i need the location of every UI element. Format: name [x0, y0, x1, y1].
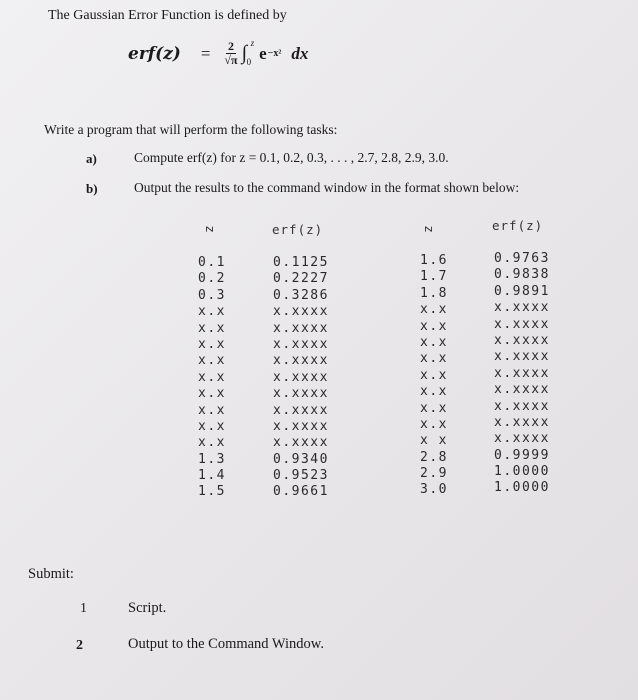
cell-z-left: 0.2	[198, 271, 226, 287]
cell-z-right: 3.0	[420, 482, 448, 498]
cell-z-left: x.x	[198, 320, 226, 336]
formula-equals: =	[200, 43, 211, 63]
cell-erf-left: x.xxxx	[273, 353, 329, 369]
submit-item-1-text: Script.	[128, 600, 167, 616]
integral-symbol: ∫	[241, 42, 248, 64]
task-a-marker: a)	[86, 151, 97, 166]
cell-erf-right: x.xxxx	[494, 431, 550, 447]
cell-erf-right: x.xxxx	[494, 382, 550, 398]
cell-z-right: 1.8	[420, 285, 448, 301]
cell-erf-right: x.xxxx	[494, 349, 550, 365]
formula-fraction	[224, 40, 237, 67]
cell-z-left: x.x	[198, 304, 226, 320]
task-b-text: Output the results to the command window in the format shown below:	[134, 180, 520, 195]
cell-z-right: x.x	[420, 400, 448, 416]
formula-differential: dx	[291, 43, 309, 63]
cell-erf-left: x.xxxx	[273, 369, 329, 385]
cell-z-right: x.x	[420, 302, 448, 318]
cell-z-right: x.x	[420, 416, 448, 432]
submit-item-1-number: 1	[80, 601, 87, 616]
cell-z-left: x.x	[198, 435, 226, 451]
cell-erf-left: 0.3286	[273, 287, 329, 303]
cell-erf-left: x.xxxx	[273, 304, 329, 320]
cell-z-left: 0.1	[198, 255, 226, 270]
cell-z-right: x.x	[420, 351, 448, 367]
task-intro-text: Write a program that will perform the following tasks:	[44, 122, 338, 137]
cell-erf-right: x.xxxx	[494, 414, 550, 430]
cell-erf-right: x.xxxx	[494, 398, 550, 414]
cell-erf-right: 0.9838	[494, 267, 550, 283]
fraction-denominator: √π	[224, 53, 238, 67]
cell-z-left: 1.4	[198, 468, 226, 484]
cell-erf-right: 1.0000	[494, 480, 550, 496]
cell-erf-left: 0.9523	[273, 468, 329, 484]
column-erf-left	[273, 255, 329, 501]
cell-z-left: x.x	[198, 353, 226, 369]
header-erf-right: erf(z)	[492, 218, 544, 233]
integral-upper-limit: z	[250, 38, 255, 48]
integrand-exponent: −x²	[267, 48, 282, 59]
submit-item-2-number: 2	[76, 638, 83, 653]
column-z-left	[198, 255, 226, 501]
cell-erf-right: 0.9999	[494, 447, 550, 463]
cell-erf-right: x.xxxx	[494, 316, 550, 332]
cell-erf-left: x.xxxx	[273, 435, 329, 451]
cell-z-left: x.x	[198, 336, 226, 352]
cell-z-left: 1.5	[198, 484, 226, 500]
cell-erf-left: x.xxxx	[273, 386, 329, 402]
cell-z-right: 1.7	[420, 269, 448, 285]
integrand-base: e	[259, 43, 267, 63]
cell-erf-left: x.xxxx	[273, 418, 329, 434]
cell-erf-left: x.xxxx	[273, 320, 329, 336]
task-a-text: Compute erf(z) for z = 0.1, 0.2, 0.3, . . . , 2.7, 2.8, 2.9, 3.0.	[134, 150, 449, 165]
cell-z-left: x.x	[198, 369, 226, 385]
integral-sign	[241, 38, 255, 67]
cell-erf-left: 0.2227	[273, 271, 329, 287]
cell-z-right: 1.6	[420, 253, 448, 268]
cell-z-left: 0.3	[198, 287, 226, 303]
cell-erf-right: 0.9763	[494, 251, 550, 266]
integral-lower-limit: 0	[246, 57, 252, 67]
erf-formula	[128, 40, 308, 67]
cell-z-left: x.x	[198, 418, 226, 434]
submit-item-2-text: Output to the Command Window.	[128, 636, 324, 652]
header-z-right: z	[421, 225, 437, 234]
cell-erf-left: 0.9661	[273, 484, 329, 500]
cell-z-right: 2.8	[420, 449, 448, 465]
cell-z-right: x.x	[420, 367, 448, 383]
cell-z-right: 2.9	[420, 466, 448, 482]
header-erf-left: erf(z)	[272, 222, 324, 237]
task-b-marker: b)	[86, 181, 98, 196]
cell-z-left: 1.3	[198, 451, 226, 467]
cell-erf-right: x.xxxx	[494, 332, 550, 348]
cell-z-right: x.x	[420, 334, 448, 350]
formula-lhs: erf(z)	[128, 43, 181, 64]
cell-erf-right: 0.9891	[494, 283, 550, 299]
cell-erf-right: x.xxxx	[494, 365, 550, 381]
cell-z-right: x.x	[420, 318, 448, 334]
cell-z-left: x.x	[198, 402, 226, 418]
column-z-right	[420, 253, 448, 499]
cell-erf-right: x.xxxx	[494, 300, 550, 316]
fraction-numerator: 2	[228, 39, 234, 53]
cell-erf-left: x.xxxx	[273, 336, 329, 352]
cell-erf-right: 1.0000	[494, 464, 550, 480]
cell-z-right: x.x	[420, 384, 448, 400]
cell-erf-left: x.xxxx	[273, 402, 329, 418]
cell-erf-left: 0.1125	[273, 255, 329, 270]
cell-z-left: x.x	[198, 386, 226, 402]
cell-erf-left: 0.9340	[273, 451, 329, 467]
column-erf-right	[494, 251, 550, 497]
intro-text: The Gaussian Error Function is defined by	[48, 8, 287, 23]
submit-label: Submit:	[28, 566, 74, 582]
cell-z-right: x x	[420, 433, 448, 449]
header-z-left: z	[202, 225, 218, 234]
